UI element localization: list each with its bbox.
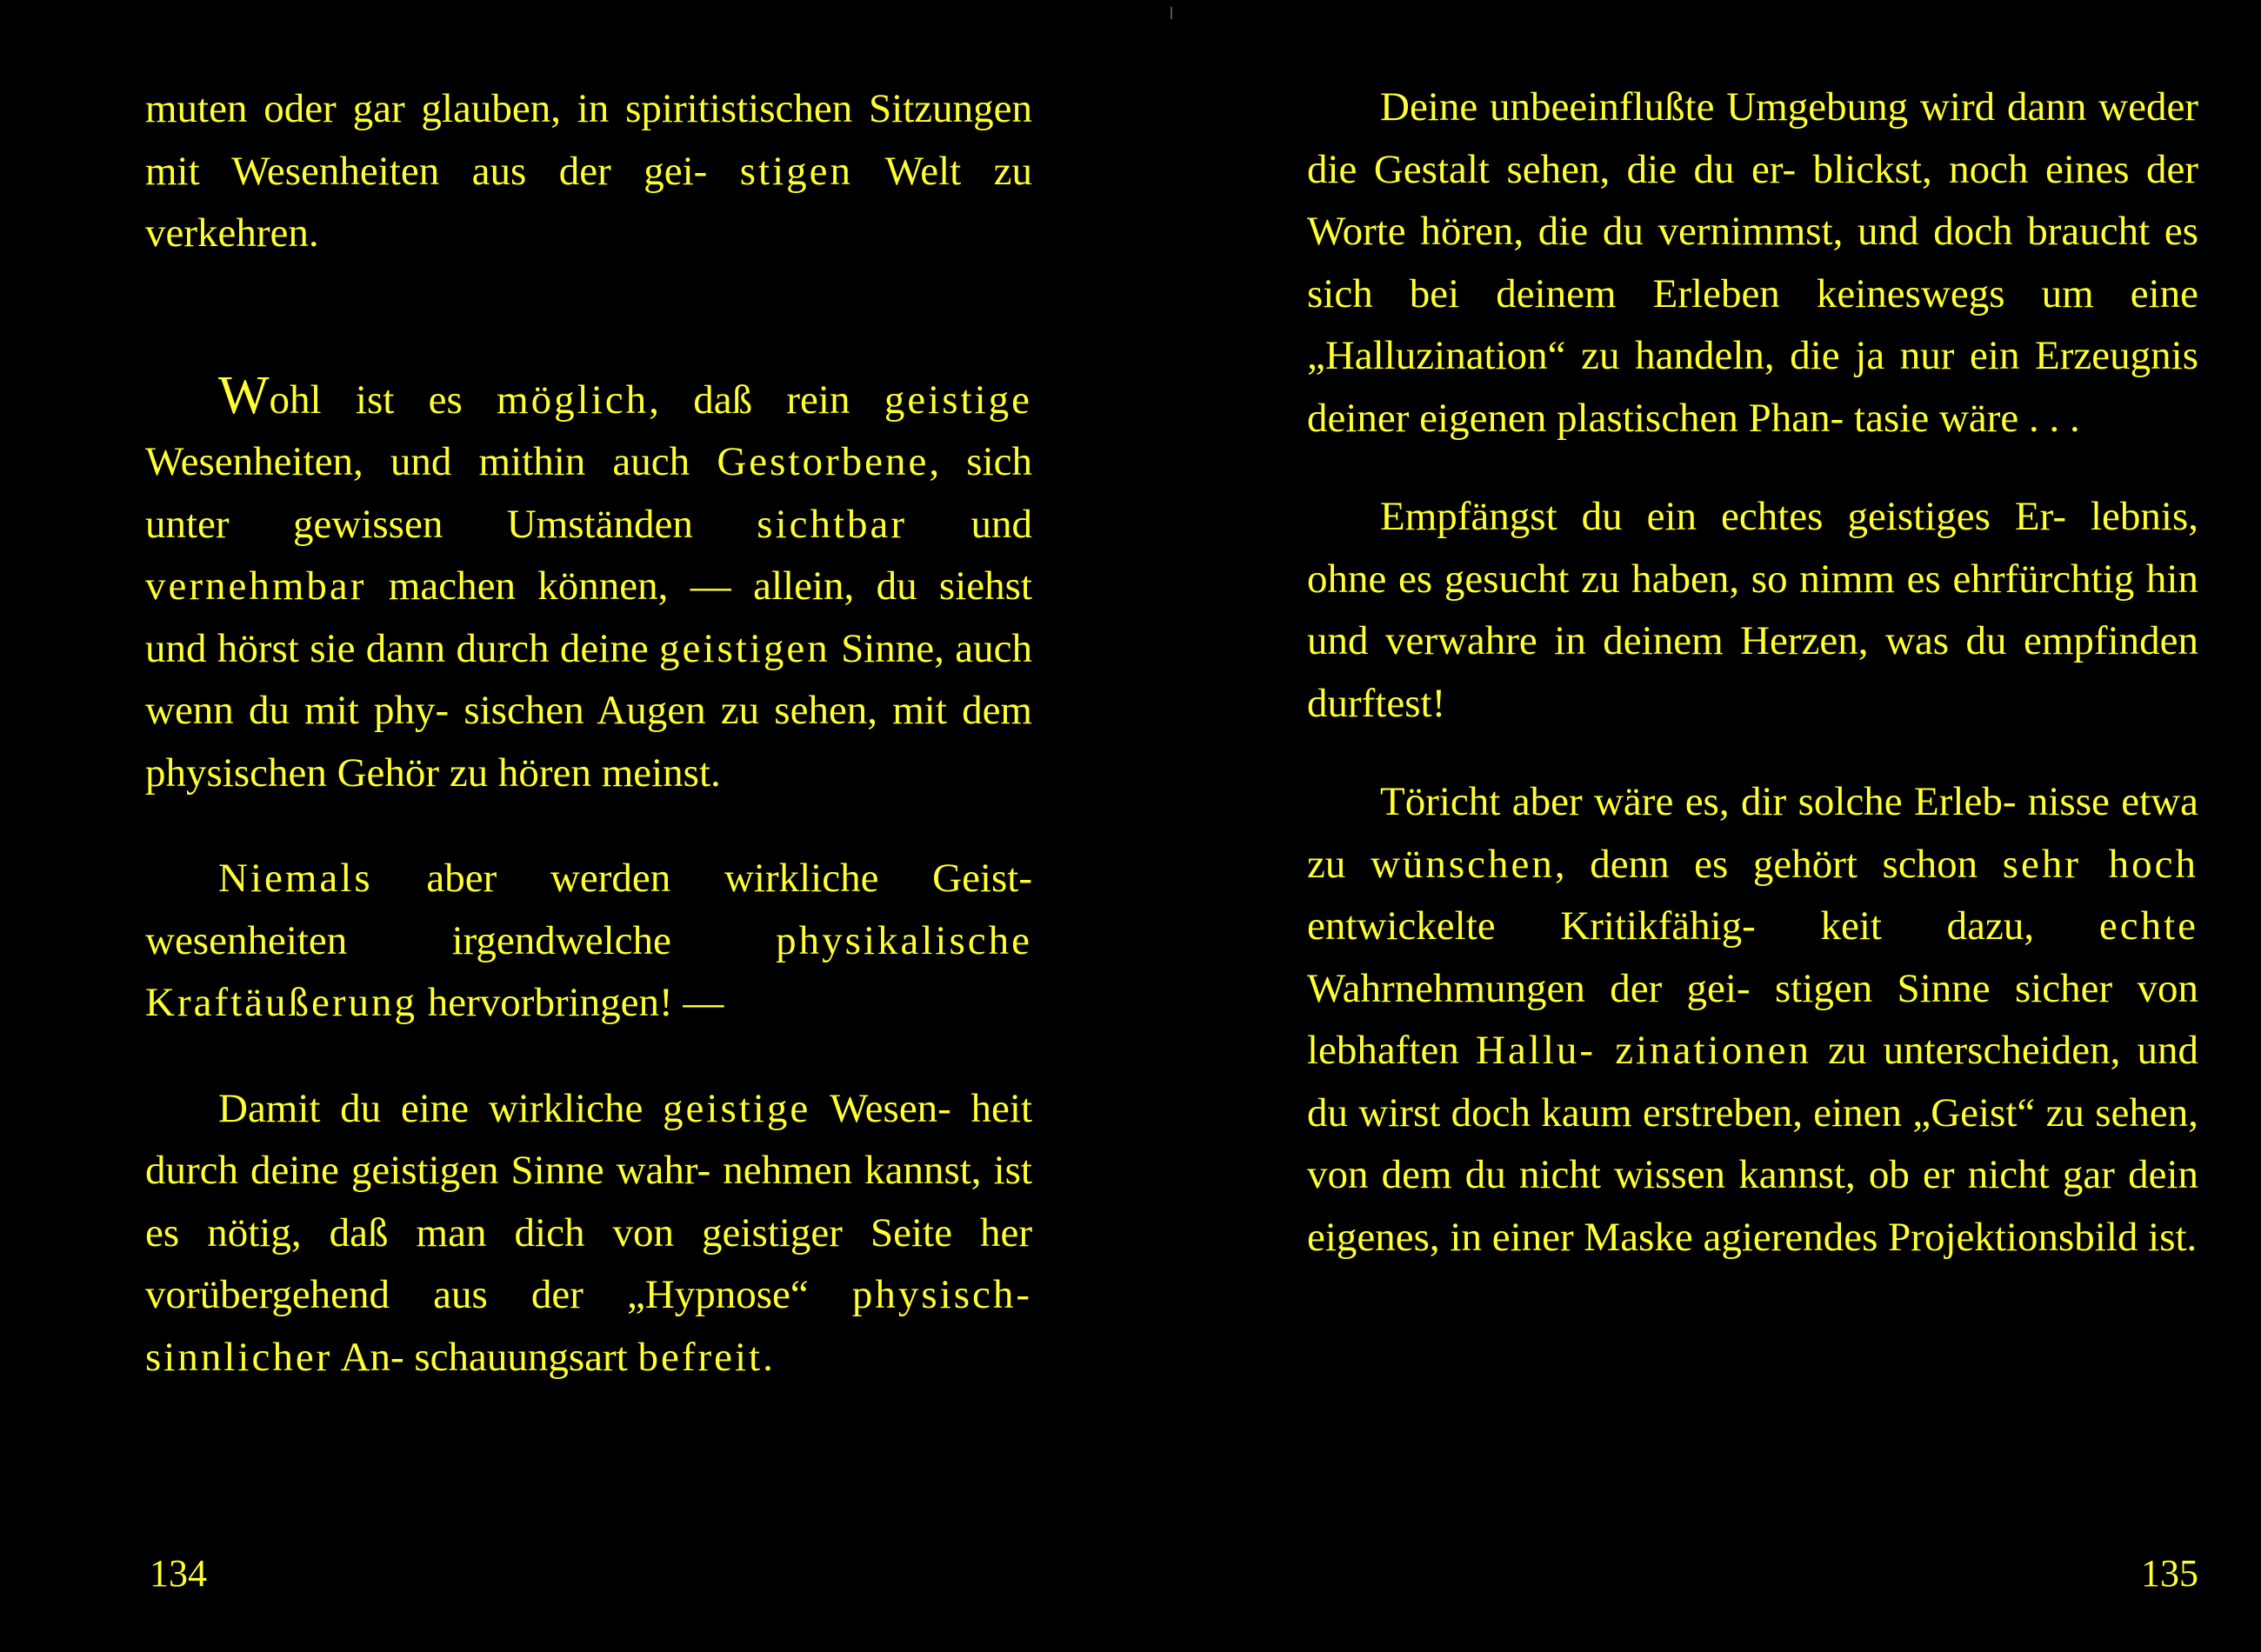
text-run: , daß rein — [649, 376, 884, 423]
text-run: Hallu- zinationen — [1476, 1028, 1811, 1073]
text-run: sehr hoch — [2002, 841, 2198, 887]
text-run: sichtbar — [757, 501, 908, 547]
page-number: 135 — [2141, 1552, 2198, 1595]
text-run: geistige — [663, 1085, 811, 1131]
text-run: befreit — [637, 1334, 764, 1380]
paragraph — [145, 1078, 1032, 1389]
text-run: echte — [2098, 903, 2198, 949]
text-run: Niemals — [218, 856, 373, 901]
right-page — [1130, 0, 2261, 1652]
paragraph — [1307, 771, 2198, 1269]
left-page — [0, 0, 1130, 1652]
text-run: , sich unter gewissen Umständen — [145, 439, 1032, 547]
text-run: . — [763, 1334, 773, 1380]
text-run: ohl ist es — [269, 376, 497, 423]
paragraph — [1307, 77, 2198, 450]
text-run: Welt zu verkehren. — [145, 148, 1032, 256]
text-run: vernehmbar — [145, 563, 367, 609]
text-run: , denn es gehört schon — [1554, 841, 2003, 887]
text-run: Sinne, auch wenn du mit phy- sischen Augen zu sehen, mit dem physischen Gehör zu hören meinst. — [145, 625, 1032, 796]
text-run: und — [907, 501, 1033, 547]
text-run: hervorbringen! — — [417, 980, 724, 1025]
text-run: aber werden wirkliche Geist- wesenheiten irgendwelche — [145, 856, 1032, 963]
text-run: Empfängst du ein echtes geistiges Er- lebnis, ohne es gesucht zu haben, so nimm es ehrfürchtig hin und verwahre in deinem Herzen, was du empfinden durftest! — [1307, 494, 2198, 726]
text-run: Damit du eine wirkliche — [218, 1085, 664, 1131]
text-run: Wesenheiten, und mithin auch — [145, 439, 717, 484]
text-run: physisch-sinnlicher — [145, 1272, 1032, 1380]
paragraph — [145, 365, 1033, 805]
text-run: An- schauungsart — [332, 1334, 638, 1380]
text-run: Wahrnehmungen der gei- stigen Sinne sicher von lebhaften — [1307, 965, 2198, 1073]
initial-letter: W — [218, 365, 270, 425]
text-run: geistige — [884, 376, 1032, 423]
text-run: Gestorbene — [717, 439, 930, 484]
text-run: Deine unbeeinflußte Umgebung wird dann weder die Gestalt sehen, die du er- blickst, noch eines der Worte hören, die du vernimmst, und doch braucht es sich bei deinem Erleben keineswegs um eine „Halluzination“ zu handeln, die ja nur ein Erzeugnis deiner eigenen plastischen Phan- tasie wäre . . . — [1307, 84, 2198, 441]
text-run: möglich — [497, 376, 650, 423]
text-run: stigen — [739, 148, 854, 194]
text-run: muten oder gar glauben, in spiritistischen Sitzungen mit Wesenheiten aus der gei- — [145, 86, 1032, 194]
paragraph — [145, 78, 1032, 265]
text-run: physikalische Kraftäußerung — [145, 917, 1032, 1025]
text-run: entwickelte Kritikfähig- keit dazu, — [1307, 903, 2099, 949]
text-run: wünschen — [1370, 841, 1555, 887]
page-number: 134 — [150, 1552, 207, 1595]
right-text-column — [1307, 77, 2198, 1269]
text-run: Wesen- heit durch deine geistigen Sinne wahr- nehmen kannst, ist es nötig, daß man dich von geistiger Seite her vorübergehend aus der „Hypnose“ — [145, 1085, 1032, 1317]
text-run: geistigen — [659, 625, 830, 671]
paragraph — [145, 848, 1032, 1035]
text-run: Töricht aber wäre es, dir solche Erleb- nisse etwa zu — [1307, 779, 2198, 887]
text-run: zu unterscheiden, und du wirst doch kaum erstreben, einen „Geist“ zu sehen, von dem du nicht wissen kannst, ob er nicht gar dein eigenes, in einer Maske agierendes Projektionsbild ist. — [1307, 1028, 2198, 1260]
text-run: machen können, — allein, du siehst und hörst sie dann durch deine — [145, 563, 1032, 671]
paragraph — [1307, 486, 2198, 735]
left-text-column — [145, 78, 1032, 1389]
